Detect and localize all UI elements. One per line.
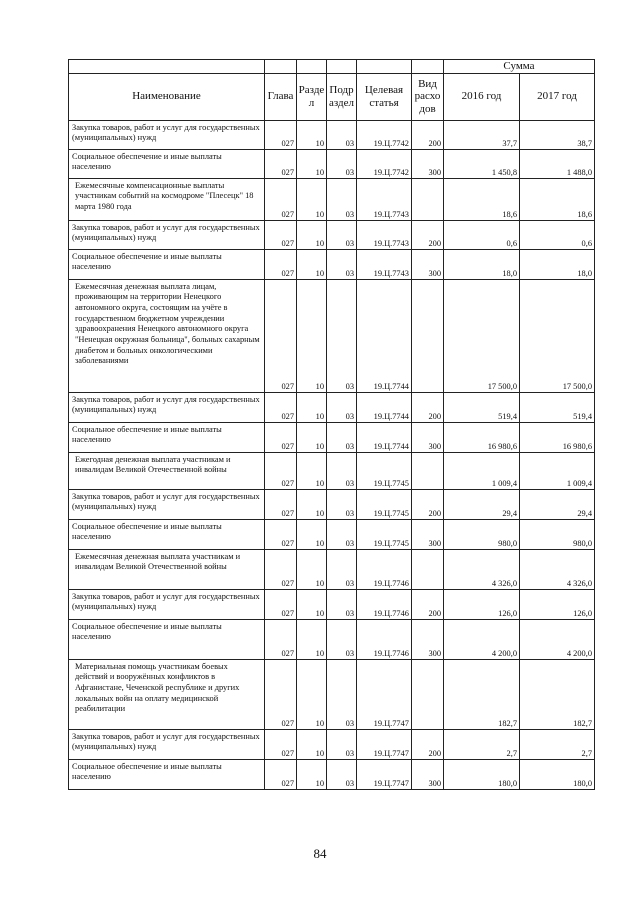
vid-cell xyxy=(412,659,444,729)
sum-2016-cell: 29,4 xyxy=(444,489,520,519)
sum-2017-cell: 980,0 xyxy=(520,519,595,549)
podrazdel-cell: 03 xyxy=(327,489,357,519)
sum-2016-cell: 126,0 xyxy=(444,589,520,619)
header-blank-cell xyxy=(412,60,444,74)
podrazdel-cell: 03 xyxy=(327,249,357,279)
table-row xyxy=(69,519,595,549)
razdel-cell: 10 xyxy=(297,392,327,422)
podrazdel-cell: 03 xyxy=(327,729,357,759)
vid-cell xyxy=(412,549,444,589)
razdel-cell: 10 xyxy=(297,519,327,549)
vid-cell: 300 xyxy=(412,249,444,279)
podrazdel-cell: 03 xyxy=(327,220,357,249)
name-cell: Социальное обеспечение и иные выплаты населению xyxy=(69,619,265,659)
razdel-cell: 10 xyxy=(297,279,327,392)
name-cell: Социальное обеспечение и иные выплаты населению xyxy=(69,759,265,789)
table-row xyxy=(69,422,595,452)
podrazdel-cell: 03 xyxy=(327,519,357,549)
razdel-cell: 10 xyxy=(297,220,327,249)
podrazdel-cell: 03 xyxy=(327,279,357,392)
header-summa: Сумма xyxy=(444,60,595,74)
header-year-2016: 2016 год xyxy=(444,73,520,120)
vid-cell: 300 xyxy=(412,519,444,549)
sum-2016-cell: 4 200,0 xyxy=(444,619,520,659)
target-cell: 19.Ц.7747 xyxy=(357,759,412,789)
sum-2016-cell: 4 326,0 xyxy=(444,549,520,589)
target-cell: 19.Ц.7742 xyxy=(357,149,412,178)
name-cell: Закупка товаров, работ и услуг для государственных (муниципальных) нужд xyxy=(69,489,265,519)
sum-2017-cell: 16 980,6 xyxy=(520,422,595,452)
glava-cell: 027 xyxy=(265,120,297,149)
sum-2017-cell: 1 488,0 xyxy=(520,149,595,178)
sum-2016-cell: 17 500,0 xyxy=(444,279,520,392)
name-cell: Ежемесячная денежная выплата лицам, проживающим на территории Ненецкого автономного округа, состоящим на учёте в государственном бюджетном учреждении здравоохранения Ненецкого автономного округа "Ненецкая окружная больница", больных сахарным диабетом и больных онкологическими заболеваниями xyxy=(69,279,265,392)
target-cell: 19.Ц.7746 xyxy=(357,619,412,659)
header-blank-cell xyxy=(265,60,297,74)
name-cell: Закупка товаров, работ и услуг для государственных (муниципальных) нужд xyxy=(69,729,265,759)
glava-cell: 027 xyxy=(265,619,297,659)
podrazdel-cell: 03 xyxy=(327,549,357,589)
name-cell: Закупка товаров, работ и услуг для государственных (муниципальных) нужд xyxy=(69,589,265,619)
target-cell: 19.Ц.7742 xyxy=(357,120,412,149)
sum-2016-cell: 18,6 xyxy=(444,178,520,220)
razdel-cell: 10 xyxy=(297,619,327,659)
sum-2017-cell: 0,6 xyxy=(520,220,595,249)
table-row xyxy=(69,549,595,589)
podrazdel-cell: 03 xyxy=(327,589,357,619)
table-row xyxy=(69,452,595,489)
name-cell: Ежемесячная денежная выплата участникам и инвалидам Великой Отечественной войны xyxy=(69,549,265,589)
sum-2016-cell: 1 009,4 xyxy=(444,452,520,489)
sum-2017-cell: 126,0 xyxy=(520,589,595,619)
name-cell: Закупка товаров, работ и услуг для государственных (муниципальных) нужд xyxy=(69,392,265,422)
vid-cell: 200 xyxy=(412,220,444,249)
sum-2016-cell: 182,7 xyxy=(444,659,520,729)
razdel-cell: 10 xyxy=(297,120,327,149)
target-cell: 19.Ц.7747 xyxy=(357,659,412,729)
podrazdel-cell: 03 xyxy=(327,120,357,149)
header-vid: Вид расхо дов xyxy=(412,73,444,120)
glava-cell: 027 xyxy=(265,729,297,759)
target-cell: 19.Ц.7744 xyxy=(357,279,412,392)
glava-cell: 027 xyxy=(265,249,297,279)
sum-2017-cell: 2,7 xyxy=(520,729,595,759)
table-row xyxy=(69,729,595,759)
sum-2017-cell: 29,4 xyxy=(520,489,595,519)
target-cell: 19.Ц.7743 xyxy=(357,178,412,220)
vid-cell xyxy=(412,452,444,489)
header-row xyxy=(69,73,595,120)
vid-cell: 200 xyxy=(412,489,444,519)
vid-cell: 200 xyxy=(412,120,444,149)
razdel-cell: 10 xyxy=(297,452,327,489)
sum-2017-cell: 4 326,0 xyxy=(520,549,595,589)
podrazdel-cell: 03 xyxy=(327,149,357,178)
sum-2017-cell: 18,6 xyxy=(520,178,595,220)
podrazdel-cell: 03 xyxy=(327,392,357,422)
header-blank-cell xyxy=(69,60,265,74)
header-year-2017: 2017 год xyxy=(520,73,595,120)
target-cell: 19.Ц.7747 xyxy=(357,729,412,759)
podrazdel-cell: 03 xyxy=(327,659,357,729)
table-row xyxy=(69,279,595,392)
vid-cell xyxy=(412,178,444,220)
vid-cell: 200 xyxy=(412,392,444,422)
glava-cell: 027 xyxy=(265,279,297,392)
table-row xyxy=(69,178,595,220)
target-cell: 19.Ц.7746 xyxy=(357,589,412,619)
sum-2016-cell: 980,0 xyxy=(444,519,520,549)
sum-2017-cell: 1 009,4 xyxy=(520,452,595,489)
podrazdel-cell: 03 xyxy=(327,178,357,220)
name-cell: Социальное обеспечение и иные выплаты населению xyxy=(69,249,265,279)
podrazdel-cell: 03 xyxy=(327,422,357,452)
razdel-cell: 10 xyxy=(297,422,327,452)
glava-cell: 027 xyxy=(265,422,297,452)
name-cell: Социальное обеспечение и иные выплаты населению xyxy=(69,149,265,178)
header-blank-cell xyxy=(357,60,412,74)
name-cell: Ежемесячные компенсационные выплаты участникам событий на космодроме "Плесецк" 18 марта 1980 года xyxy=(69,178,265,220)
sum-2016-cell: 1 450,8 xyxy=(444,149,520,178)
sum-2017-cell: 519,4 xyxy=(520,392,595,422)
header-podrazdel: Подр аздел xyxy=(327,73,357,120)
table-row xyxy=(69,759,595,789)
target-cell: 19.Ц.7745 xyxy=(357,519,412,549)
target-cell: 19.Ц.7745 xyxy=(357,452,412,489)
target-cell: 19.Ц.7745 xyxy=(357,489,412,519)
glava-cell: 027 xyxy=(265,589,297,619)
name-cell: Социальное обеспечение и иные выплаты населению xyxy=(69,422,265,452)
razdel-cell: 10 xyxy=(297,249,327,279)
sum-2016-cell: 18,0 xyxy=(444,249,520,279)
glava-cell: 027 xyxy=(265,549,297,589)
vid-cell: 300 xyxy=(412,422,444,452)
razdel-cell: 10 xyxy=(297,549,327,589)
header-name: Наименование xyxy=(69,73,265,120)
sum-2017-cell: 180,0 xyxy=(520,759,595,789)
sum-2017-cell: 17 500,0 xyxy=(520,279,595,392)
vid-cell: 200 xyxy=(412,729,444,759)
header-target: Целевая статья xyxy=(357,73,412,120)
sum-2017-cell: 38,7 xyxy=(520,120,595,149)
sum-2016-cell: 0,6 xyxy=(444,220,520,249)
target-cell: 19.Ц.7744 xyxy=(357,422,412,452)
target-cell: 19.Ц.7743 xyxy=(357,220,412,249)
vid-cell: 300 xyxy=(412,149,444,178)
page-number: 84 xyxy=(313,846,327,861)
name-cell: Ежегодная денежная выплата участникам и инвалидам Великой Отечественной войны xyxy=(69,452,265,489)
header-glava: Глава xyxy=(265,73,297,120)
table-row xyxy=(69,659,595,729)
vid-cell: 200 xyxy=(412,589,444,619)
glava-cell: 027 xyxy=(265,759,297,789)
glava-cell: 027 xyxy=(265,489,297,519)
name-cell: Социальное обеспечение и иные выплаты населению xyxy=(69,519,265,549)
table-row xyxy=(69,249,595,279)
table-row xyxy=(69,392,595,422)
header-top-row xyxy=(69,60,595,74)
razdel-cell: 10 xyxy=(297,489,327,519)
vid-cell: 300 xyxy=(412,619,444,659)
glava-cell: 027 xyxy=(265,220,297,249)
budget-table xyxy=(68,59,595,790)
glava-cell: 027 xyxy=(265,659,297,729)
vid-cell: 300 xyxy=(412,759,444,789)
sum-2017-cell: 182,7 xyxy=(520,659,595,729)
podrazdel-cell: 03 xyxy=(327,619,357,659)
razdel-cell: 10 xyxy=(297,759,327,789)
name-cell: Закупка товаров, работ и услуг для государственных (муниципальных) нужд xyxy=(69,220,265,249)
vid-cell xyxy=(412,279,444,392)
sum-2016-cell: 519,4 xyxy=(444,392,520,422)
table-body xyxy=(69,120,595,789)
table-row xyxy=(69,619,595,659)
sum-2016-cell: 37,7 xyxy=(444,120,520,149)
glava-cell: 027 xyxy=(265,178,297,220)
glava-cell: 027 xyxy=(265,392,297,422)
header-razdel: Разде л xyxy=(297,73,327,120)
table-row xyxy=(69,220,595,249)
sum-2016-cell: 16 980,6 xyxy=(444,422,520,452)
name-cell: Закупка товаров, работ и услуг для государственных (муниципальных) нужд xyxy=(69,120,265,149)
sum-2016-cell: 180,0 xyxy=(444,759,520,789)
sum-2017-cell: 18,0 xyxy=(520,249,595,279)
razdel-cell: 10 xyxy=(297,589,327,619)
razdel-cell: 10 xyxy=(297,729,327,759)
razdel-cell: 10 xyxy=(297,659,327,729)
podrazdel-cell: 03 xyxy=(327,759,357,789)
table-row xyxy=(69,149,595,178)
target-cell: 19.Ц.7743 xyxy=(357,249,412,279)
target-cell: 19.Ц.7746 xyxy=(357,549,412,589)
glava-cell: 027 xyxy=(265,452,297,489)
sum-2016-cell: 2,7 xyxy=(444,729,520,759)
sum-2017-cell: 4 200,0 xyxy=(520,619,595,659)
glava-cell: 027 xyxy=(265,519,297,549)
table-row xyxy=(69,120,595,149)
podrazdel-cell: 03 xyxy=(327,452,357,489)
target-cell: 19.Ц.7744 xyxy=(357,392,412,422)
header-blank-cell xyxy=(297,60,327,74)
table-row xyxy=(69,589,595,619)
razdel-cell: 10 xyxy=(297,149,327,178)
table-row xyxy=(69,489,595,519)
name-cell: Материальная помощь участникам боевых действий и вооружённых конфликтов в Афганистане, Чеченской республике и других локальных войн на оплату медицинской реабилитации xyxy=(69,659,265,729)
header-blank-cell xyxy=(327,60,357,74)
glava-cell: 027 xyxy=(265,149,297,178)
razdel-cell: 10 xyxy=(297,178,327,220)
